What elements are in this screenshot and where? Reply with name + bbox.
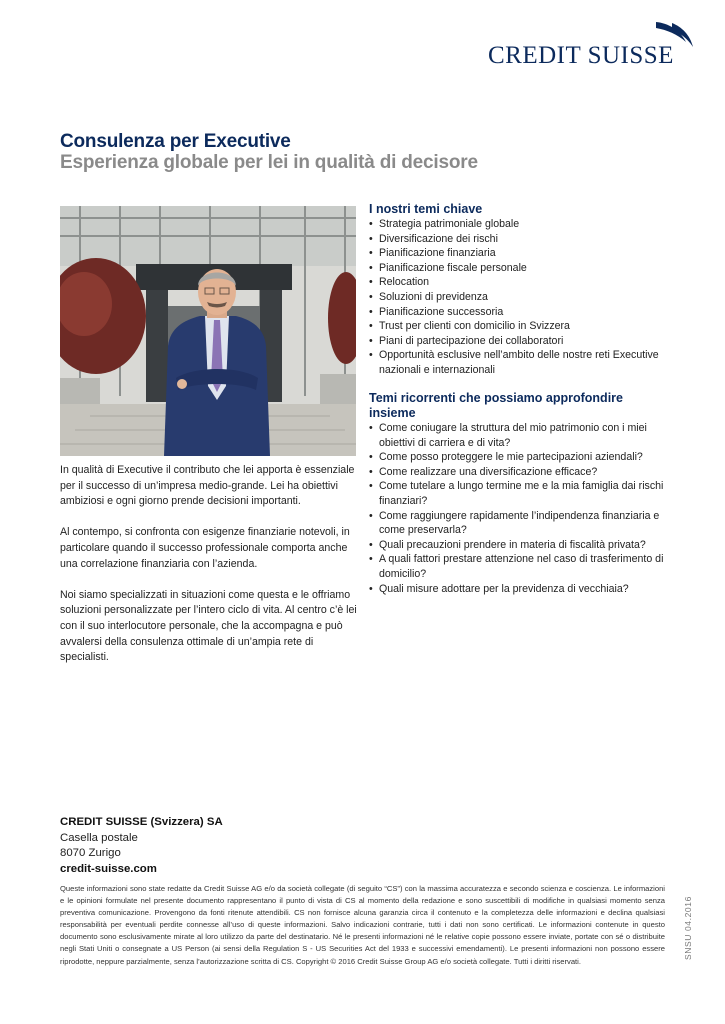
recurring-topics-title: Temi ricorrenti che possiamo approfondire insieme (369, 391, 623, 420)
legal-disclaimer: Queste informazioni sono state redatte da Credit Suisse AG e/o da società collegate (di seguito “CS”) con la massima accuratezza e secondo scienza e coscienza. Le informazioni e le opinioni formulate nel presente documento rappresentano il punto di vista di CS al momento della redazione e sono suscettibili di modifiche in qualsiasi momento senza preventiva comunicazione. Provengono da fonti ritenute attendibili. CS non fornisce alcuna garanzia circa il contenuto e la completezza delle informazioni e declina qualsiasi responsabilità per eventuali perdite connesse all’uso di queste informazioni. Salvo indicazioni contrarie, tutti i dati non sono certificati. Le informazioni contenute in questo documento sono esclusivamente mirate al loro utilizzo da parte del destinatario. Né le presenti informazioni né le relative copie possono essere inviate, portate con sé o distribuite negli Stati Uniti o consegnate a US Person (ai sensi della Regulation S - US Securities Act del 1933 e successivi emendamenti). Le presenti informazioni non possono essere riprodotte, neppure parzialmente, senza l’autorizzazione scritta di CS. Copyright © 2016 Credit Suisse Group AG e/o società collegate. Tutti i diritti riservati. (60, 884, 665, 966)
address-line: Casella postale (60, 831, 138, 844)
list-item: • Come coniugare la struttura del mio patrimonio con i miei obiettivi di carriera e di vita? (369, 421, 669, 450)
company-name: CREDIT SUISSE (Svizzera) SA (60, 816, 223, 828)
list-item: • Diversificazione dei rischi (369, 232, 669, 247)
page-title: Consulenza per Executive (60, 131, 291, 152)
company-address (60, 815, 223, 877)
page-subtitle: Esperienza globale per lei in qualità di decisore (60, 152, 478, 173)
credit-suisse-logo (488, 20, 698, 70)
list-item: • Pianificazione successoria (369, 305, 669, 320)
list-item: • Quali precauzioni prendere in materia di fiscalità privata? (369, 538, 669, 553)
key-topics-title: I nostri temi chiave (369, 202, 483, 216)
list-item: • Strategia patrimoniale globale (369, 217, 669, 232)
list-item: • Opportunità esclusive nell’ambito delle nostre reti Executive nazionali e internazionali (369, 348, 669, 377)
list-item: • Come posso proteggere le mie partecipazioni aziendali? (369, 450, 669, 465)
list-item: • A quali fattori prestare attenzione nel caso di trasferimento di domicilio? (369, 552, 669, 581)
list-item: • Quali misure adottare per la previdenza di vecchiaia? (369, 582, 669, 597)
intro-paragraph: In qualità di Executive il contributo che lei apporta è essenziale per il successo di un’impresa medio-grande. Lei ha obiettivi ambiziosi e ogni giorno prende decisioni importanti. (60, 464, 355, 508)
intro-paragraph: Noi siamo specializzati in situazioni come questa e le offriamo soluzioni personalizzate per l’intero ciclo di vita. Al centro c’è lei con il suo interlocutore personale, che la accompagna e può avvalersi della consulenza ottimale di un’ampia rete di specialisti. (60, 588, 357, 664)
list-item: • Trust per clienti con domicilio in Svizzera (369, 319, 669, 334)
website-link[interactable]: credit-suisse.com (60, 862, 157, 875)
document-code: SNSU 04.2016 (683, 896, 693, 960)
logo-wordmark: CREDIT SUISSE (488, 42, 674, 69)
list-item: • Come realizzare una diversificazione efficace? (369, 465, 669, 480)
list-item: • Come tutelare a lungo termine me e la mia famiglia dai rischi finanziari? (369, 479, 669, 508)
list-item: • Pianificazione fiscale personale (369, 261, 669, 276)
list-item: • Piani di partecipazione dei collaboratori (369, 334, 669, 349)
executive-photo (60, 206, 356, 456)
list-item: • Come raggiungere rapidamente l’indipendenza finanziaria e come preservarla? (369, 509, 669, 538)
intro-paragraph: Al contempo, si confronta con esigenze finanziarie notevoli, in particolare quando il successo professionale comporta anche una correlazione finanziaria con l’azienda. (60, 526, 350, 570)
address-line: 8070 Zurigo (60, 847, 121, 859)
intro-text (60, 463, 360, 681)
list-item: • Soluzioni di previdenza (369, 290, 669, 305)
sails-icon (653, 20, 695, 52)
list-item: • Pianificazione finanziaria (369, 246, 669, 261)
recurring-topics-list (369, 421, 669, 596)
key-topics-list (369, 217, 669, 378)
list-item: • Relocation (369, 275, 669, 290)
